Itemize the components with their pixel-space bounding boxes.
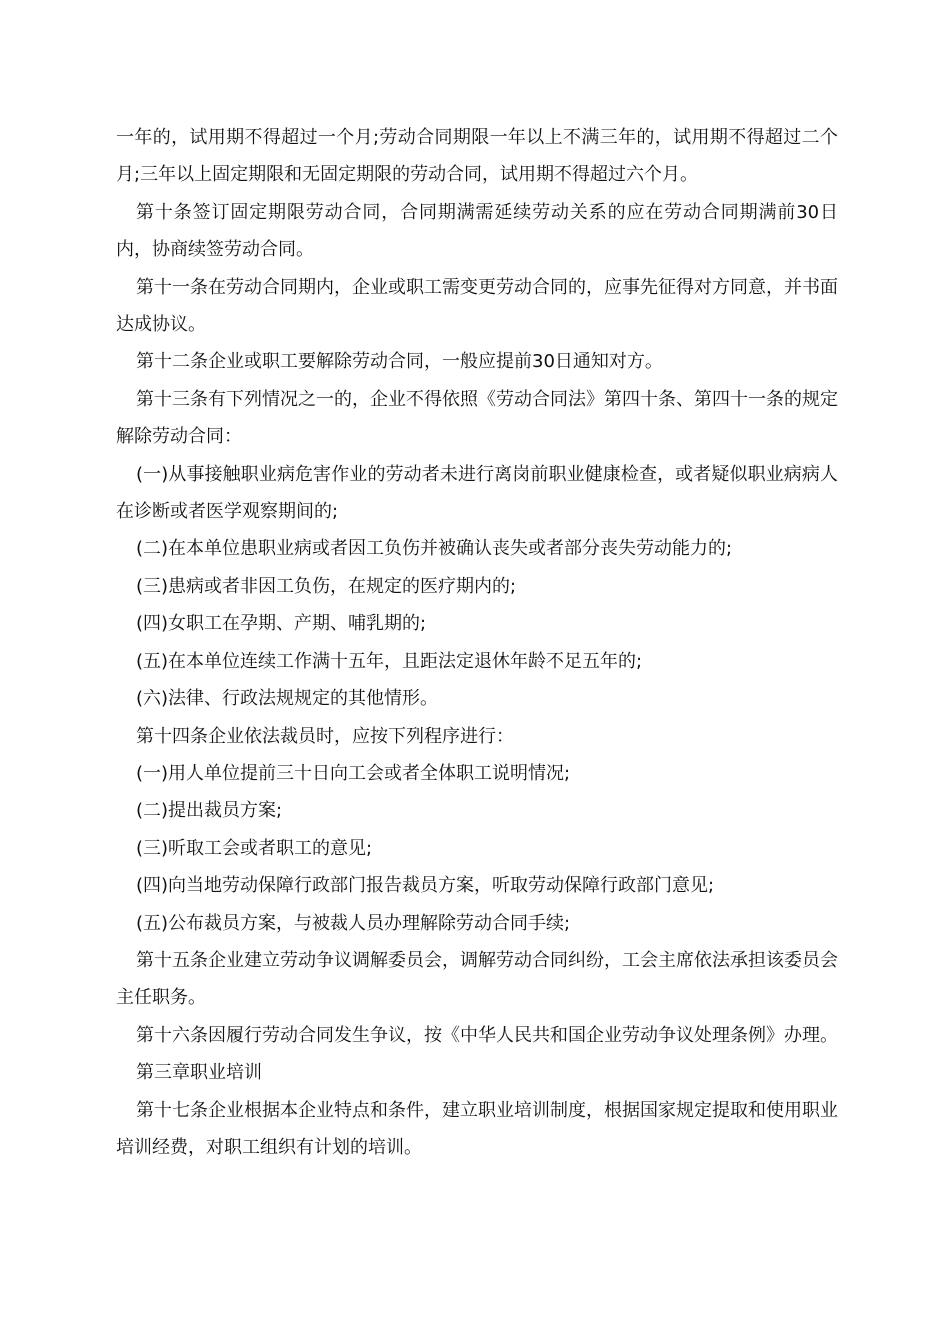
paragraph-article-16: 第十六条因履行劳动合同发生争议，按《中华人民共和国企业劳动争议处理条例》办理。 [136,1024,838,1046]
list-item-article-14-3: (三)听取工会或者职工的意见; [136,837,373,859]
paragraph-article-13: 第十三条有下列情况之一的，企业不得依照《劳动合同法》第四十条、第四十一条的规定解除劳动合同： [116,388,838,448]
list-item-article-14-5: (五)公布裁员方案，与被裁人员办理解除劳动合同手续; [136,912,571,934]
paragraph-article-12: 第十二条企业或职工要解除劳动合同，一般应提前30日通知对方。 [136,351,663,373]
list-item-article-14-1: (一)用人单位提前三十日向工会或者全体职工说明情况; [136,762,571,784]
list-item-article-14-2: (二)提出裁员方案; [136,800,283,822]
list-item-article-13-4: (四)女职工在孕期、产期、哺乳期的; [136,613,427,635]
list-item-article-13-5: (五)在本单位连续工作满十五年，且距法定退休年龄不足五年的; [136,650,643,672]
list-item-article-13-2: (二)在本单位患职业病或者因工负伤并被确认丧失或者部分丧失劳动能力的; [136,538,733,560]
document-body [116,119,838,1166]
paragraph-article-14: 第十四条企业依法裁员时，应按下列程序进行： [136,725,514,747]
chapter-heading: 第三章职业培训 [136,1062,262,1084]
list-item-article-13-6: (六)法律、行政法规规定的其他情形。 [136,688,439,710]
paragraph-article-17: 第十七条企业根据本企业特点和条件，建立职业培训制度，根据国家规定提取和使用职业培训经费，对职工组织有计划的培训。 [116,1099,838,1158]
list-item-article-13-3: (三)患病或者非因工负伤，在规定的医疗期内的; [136,575,517,597]
paragraph-article-15: 第十五条企业建立劳动争议调解委员会，调解劳动合同纠纷，工会主席依法承担该委员会主任职务。 [116,949,838,1009]
paragraph-article-11: 第十一条在劳动合同期内，企业或职工需变更劳动合同的，应事先征得对方同意，并书面达成协议。 [116,276,838,336]
list-item-article-13-1: (一)从事接触职业病危害作业的劳动者未进行离岗前职业健康检查，或者疑似职业病病人在诊断或者医学观察期间的; [116,463,838,523]
paragraph-article-10: 第十条签订固定期限劳动合同，合同期满需延续劳动关系的应在劳动合同期满前30日内，协商续签劳动合同。 [116,201,838,261]
list-item-article-14-4: (四)向当地劳动保障行政部门报告裁员方案，听取劳动保障行政部门意见; [136,875,715,897]
paragraph-probation-continuation: 一年的，试用期不得超过一个月;劳动合同期限一年以上不满三年的，试用期不得超过二个月;三年以上固定期限和无固定期限的劳动合同，试用期不得超过六个月。 [116,127,838,186]
